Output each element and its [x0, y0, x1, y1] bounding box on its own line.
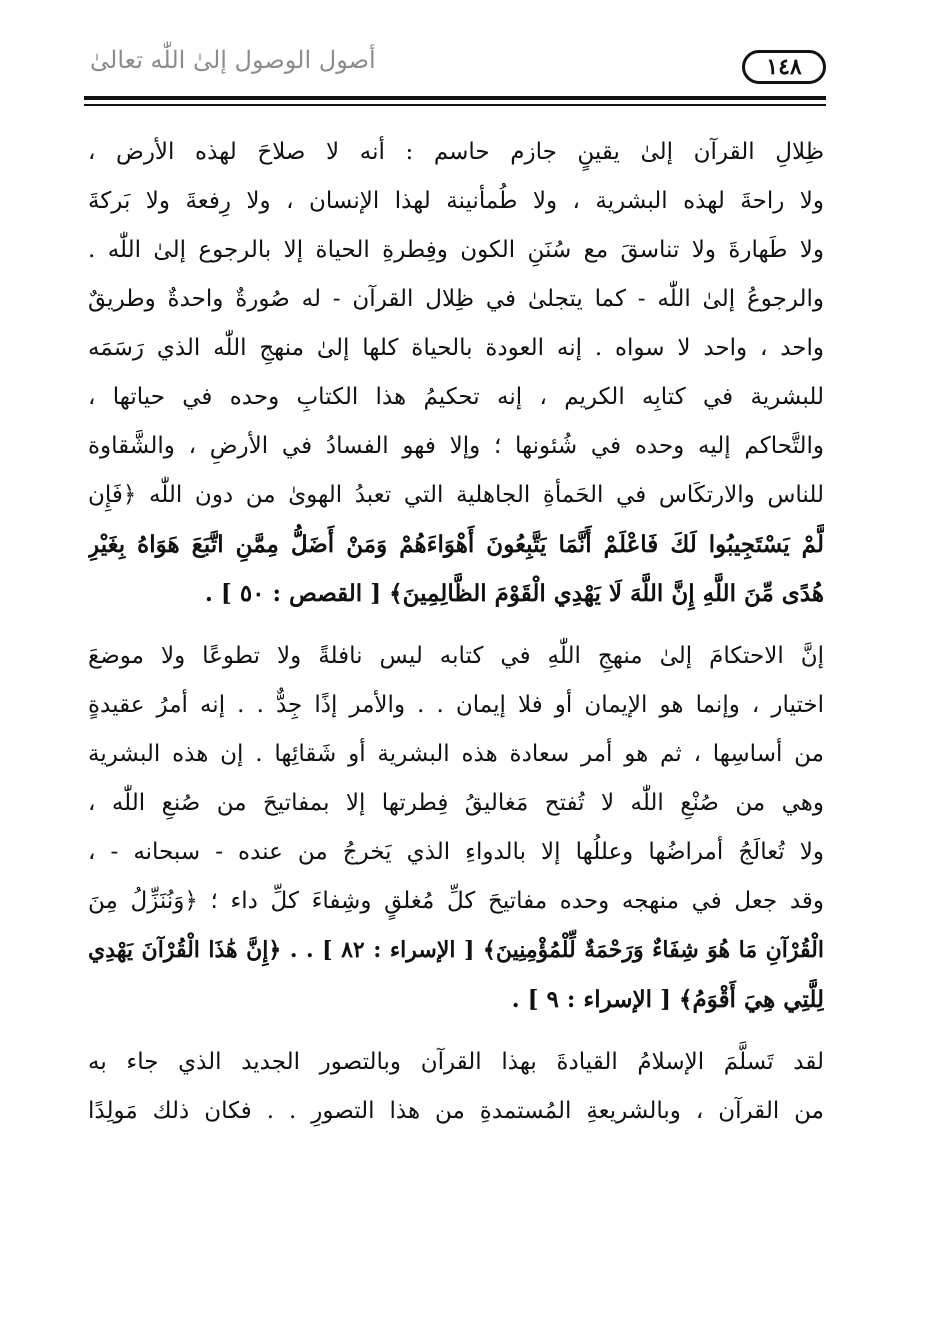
quran-verse-line: لَّمْ يَسْتَجِيبُوا لَكَ فَاعْلَمْ أَنَّمَا يَتَّبِعُونَ أَهْوَاءَهُمْ وَمَنْ أَضَلُّ مِمَّنِ اتَّبَعَ هَوَاهُ بِغَيْرِ [88, 531, 824, 558]
text-line: والتَّحاكم إليه وحده في شُئونها ؛ وإلا فهو الفسادُ في الأرضِ ، والشَّقاوة [88, 433, 824, 459]
text-line: لقد تَسلَّمَ الإسلامُ القيادةَ بهذا القرآن وبالتصور الجديد الذي جاء به [88, 1049, 824, 1075]
text-line: وهي من صُنْعِ اللّٰه لا تُفتح مَغاليقُ فِطرتها إلا بمفاتيحَ من صُنعِ اللّٰه ، [88, 790, 824, 816]
body-text [88, 128, 824, 1136]
text-line: ظِلالِ القرآن إلىٰ يقينٍ جازم حاسم : أنه لا صلاحَ لهذه الأرض ، [88, 139, 824, 165]
text-line: من أساسِها ، ثم هو أمر سعادة هذه البشرية أو شَقائِها . إن هذه البشرية [88, 741, 824, 767]
text-line: إنَّ الاحتكامَ إلىٰ منهجِ اللّٰهِ في كتابه ليس نافلةً ولا تطوعًا ولا موضعَ [88, 643, 824, 669]
text-line: اختيار ، وإنما هو الإيمان أو فلا إيمان . . والأمر إذًا جِدٌّ . . إنه أمرُ عقيدةٍ [88, 692, 824, 718]
paragraph-2 [88, 632, 824, 1024]
text-line: والرجوعُ إلىٰ اللّٰه - كما يتجلىٰ في ظِلال القرآن - له صُورةٌ واحدةٌ وطريقٌ [88, 286, 824, 312]
paragraph-gap [88, 1024, 824, 1038]
text-line: من القرآن ، وبالشريعةِ المُستمدةِ من هذا التصورِ . . فكان ذلك مَولِدًا [88, 1098, 824, 1124]
text-line: ولا طَهارةَ ولا تناسقَ مع سُنَنِ الكون وفِطرةِ الحياة إلا بالرجوع إلىٰ اللّٰه . [88, 237, 824, 263]
text-line: للبشرية في كتابِه الكريم ، إنه تحكيمُ هذا الكتابِ وحده في حياتها ، [88, 384, 824, 410]
paragraph-1 [88, 128, 824, 618]
text-line: ولا تُعالَجُ أمراضُها وعللُها إلا بالدواءِ الذي يَخرجُ من عنده - سبحانه - ، [88, 839, 824, 865]
paragraph-gap [88, 618, 824, 632]
header-rule-thick [84, 96, 826, 100]
text-line: ولا راحةَ لهذه البشرية ، ولا طُمأنينة لهذا الإنسان ، ولا رِفعةَ ولا بَركةَ [88, 188, 824, 214]
page-number-badge: ١٤٨ [742, 50, 826, 84]
text-line: واحد ، واحد لا سواه . إنه العودة بالحياة كلها إلىٰ منهجِ اللّٰه الذي رَسَمَه [88, 335, 824, 361]
quran-verse-line: الْقُرْآنِ مَا هُوَ شِفَاءٌ وَرَحْمَةٌ لِّلْمُؤْمِنِينَ﴾ [ الإسراء : ٨٢ ] . . ﴿إِنَّ هَٰذَا الْقُرْآنَ يَهْدِي [88, 937, 824, 963]
header-rule-thin [84, 104, 826, 106]
text-line: للناس والارتكَاس في الحَمأةِ الجاهلية التي تعبدُ الهوىٰ من دون اللّٰه ﴿فَإِن [88, 482, 824, 508]
running-title: أصول الوصول إلىٰ اللّٰه تعالىٰ [90, 46, 376, 74]
quran-verse-line: لِلَّتِي هِيَ أَقْوَمُ﴾ [ الإسراء : ٩ ] . [511, 986, 824, 1013]
text-line: وقد جعل في منهجه وحده مفاتيحَ كلِّ مُغلقٍ وشِفاءَ كلِّ داء ؛ ﴿وَنُنَزِّلُ مِنَ [88, 888, 824, 914]
page-header [84, 40, 826, 96]
paragraph-3 [88, 1038, 824, 1136]
quran-verse-line: هُدًى مِّنَ اللَّهِ إِنَّ اللَّهَ لَا يَهْدِي الْقَوْمَ الظَّالِمِينَ﴾ [ القصص : ٥٠ ] . [204, 580, 824, 607]
